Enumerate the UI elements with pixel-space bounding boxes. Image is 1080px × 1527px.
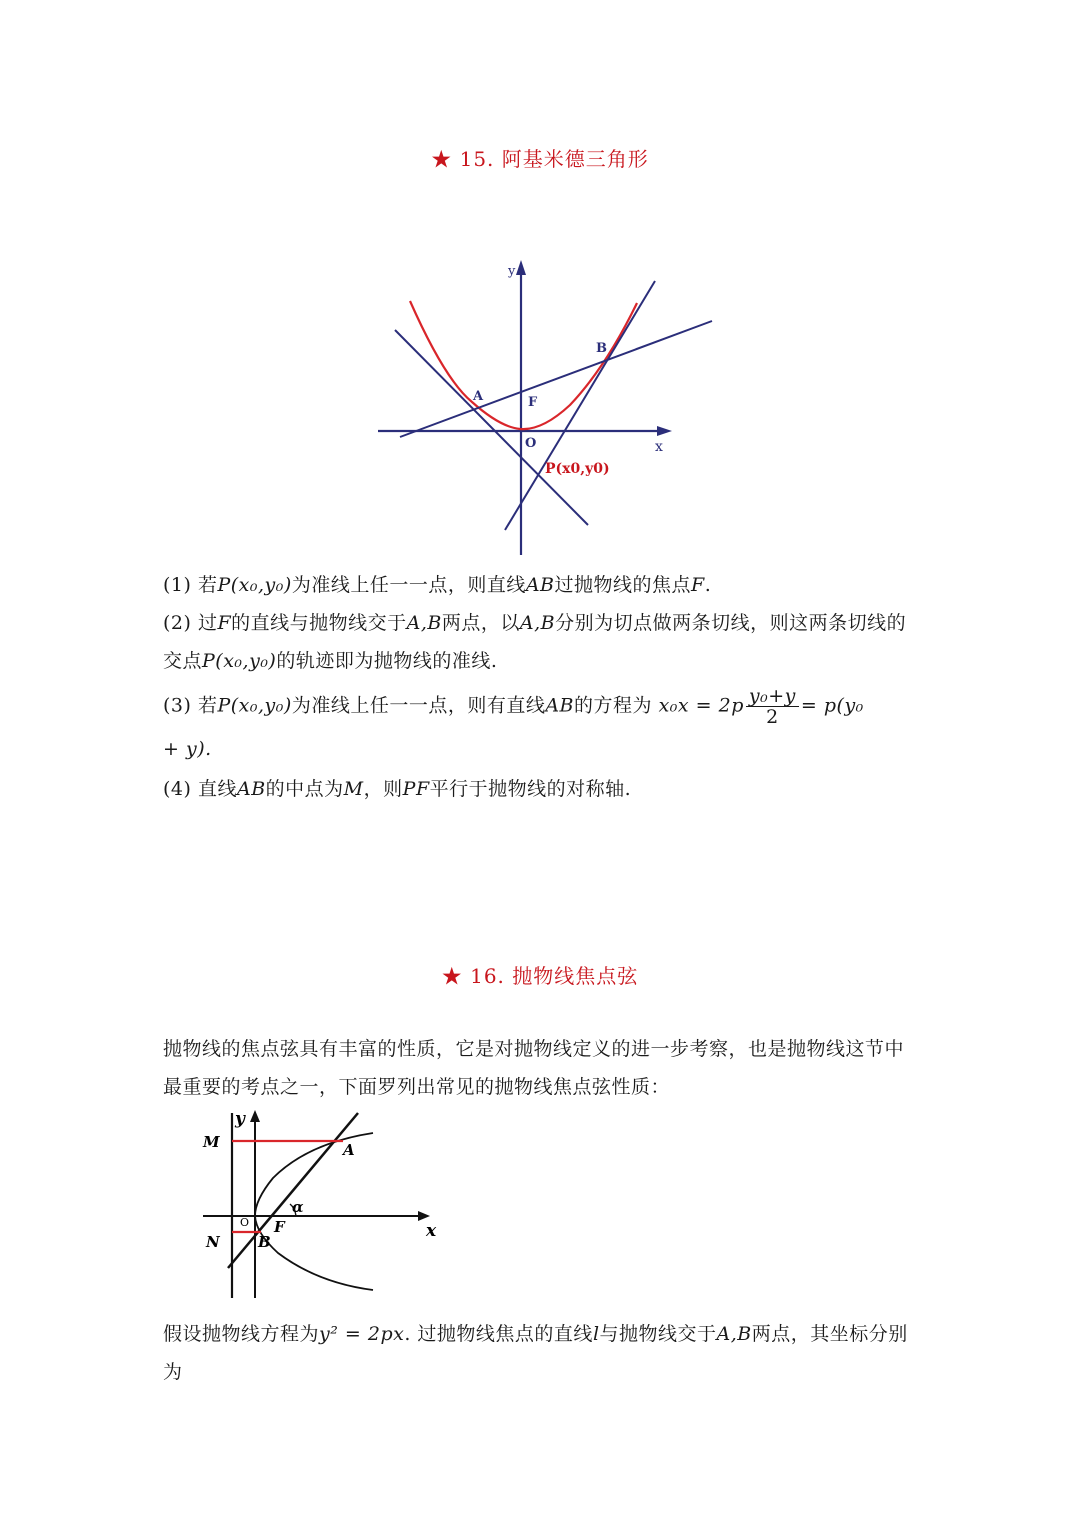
label-a: A (473, 389, 484, 404)
label-b: B (596, 341, 607, 356)
item-1: (1) 若P(x₀,y₀)为准线上任一一点，则直线AB过抛物线的焦点F. (163, 574, 712, 596)
section-15-number: 15. (459, 147, 495, 171)
label-o: O (525, 436, 537, 451)
section-16-number: 16. (470, 964, 505, 988)
item-3-continuation: + y). (163, 738, 212, 760)
y-axis-arrow-icon (516, 260, 526, 275)
chord-ab (400, 321, 712, 437)
section-16-heading (0, 960, 1080, 989)
archimedes-triangle-figure (370, 255, 720, 560)
focal-chord-line (228, 1113, 358, 1268)
parabola-equation: y² = 2px (319, 1323, 405, 1345)
item-2: (2) 过F的直线与抛物线交于A,B两点，以A,B分别为切点做两条切线，则这两条切线的交点P(x₀,y₀)的轨迹即为抛物线的准线. (163, 612, 907, 672)
item-4: (4) 直线AB的中点为M，则PF平行于抛物线的对称轴. (163, 778, 632, 800)
label-y: y (508, 264, 516, 279)
parabola-curve (410, 301, 637, 429)
fraction: $\frac{\text{y₀+y}}{2}$ (746, 686, 799, 727)
label-f: F (274, 1218, 285, 1236)
label-p: P(x0,y0) (545, 461, 610, 477)
section-16-intro: 抛物线的焦点弦具有丰富的性质，它是对抛物线定义的进一步考察，也是抛物线这节中最重要的考点之一，下面罗列出常见的抛物线焦点弦性质： (163, 1038, 905, 1098)
label-x: x (655, 439, 663, 455)
label-y: y (235, 1109, 245, 1129)
section-16-title: 抛物线焦点弦 (512, 964, 639, 988)
label-n: N (206, 1233, 220, 1251)
star-icon: ★ (441, 964, 463, 988)
star-icon: ★ (431, 147, 453, 171)
parabola-curve (255, 1133, 373, 1290)
label-o: O (240, 1216, 250, 1229)
assumption-paragraph: 假设抛物线方程为y² = 2px. 过抛物线焦点的直线l与抛物线交于A,B两点，其坐标分别为 (163, 1323, 908, 1383)
label-b: B (258, 1233, 271, 1251)
section-15-title: 阿基米德三角形 (501, 147, 649, 171)
focal-chord-figure (198, 1108, 448, 1303)
x-axis-arrow-icon (418, 1211, 430, 1221)
label-alpha: α (292, 1198, 304, 1216)
y-axis-arrow-icon (250, 1110, 260, 1122)
item-3: (3) 若P(x₀,y₀)为准线上任一一点，则有直线AB的方程为 x₀x = 2p $\frac{\text{y₀+y}}{2}$ = p(y₀ (163, 685, 864, 728)
label-f: F (528, 395, 538, 410)
label-a: A (343, 1141, 355, 1159)
label-m: M (203, 1133, 220, 1151)
label-x: x (426, 1221, 437, 1241)
x-axis-arrow-icon (657, 426, 672, 436)
section-15-heading (0, 143, 1080, 172)
